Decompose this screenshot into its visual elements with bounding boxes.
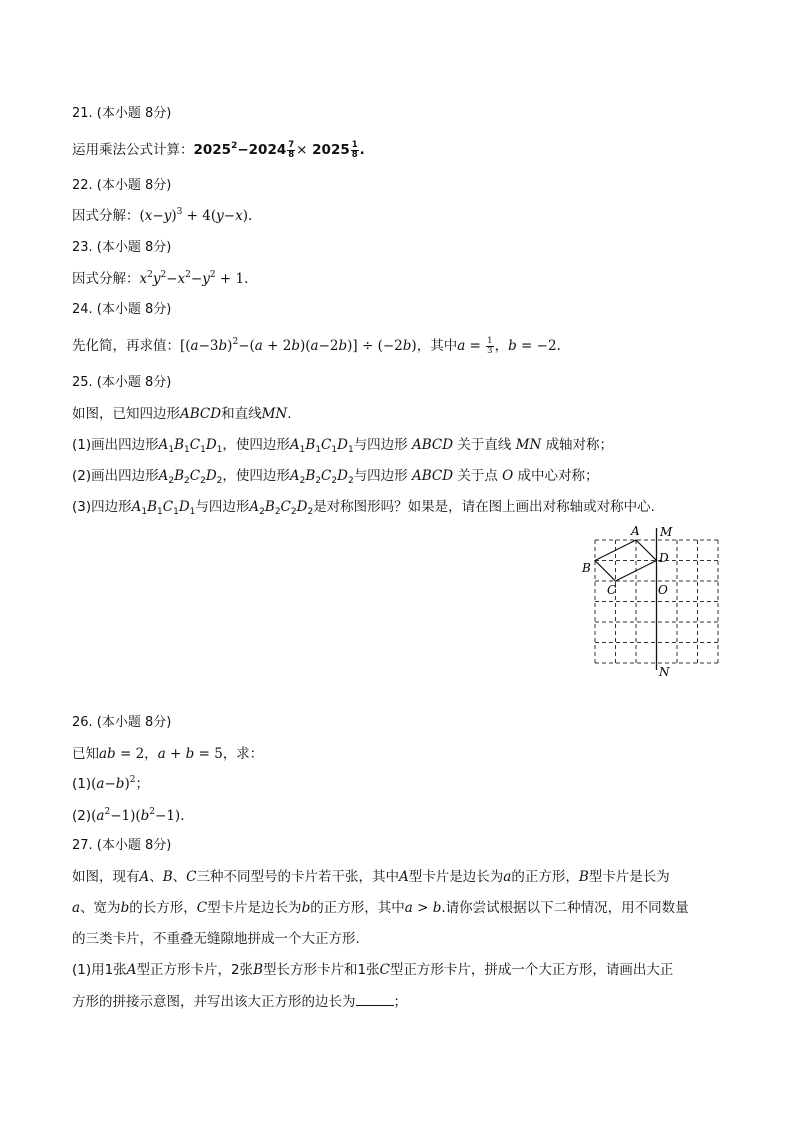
q27-line3: 的三类卡片，不重叠无缝隙地拼成一个大正方形.	[72, 931, 360, 947]
q27-line4: (1)用1张A型正方形卡片，2张B型长方形卡片和1张C型正方形卡片，拼成一个大正方形，请画出大正	[72, 962, 674, 978]
q23-body	[72, 269, 248, 289]
q24-header: 24. (本小题 8分)	[72, 302, 172, 317]
q27-line1: 如图，现有A、B、C三种不同型号的卡片若干张，其中A型卡片是边长为a的正方形，B型卡片是长为	[72, 869, 670, 885]
q21-body	[72, 140, 365, 160]
q25-part2: (2)画出四边形$A_2B_2C_2D_2$，使四边形$A_2B_2C_2D_2$与四边形 ABCD 关于点 O 成中心对称；	[72, 468, 599, 486]
q25-part1: (1)画出四边形$A_1B_1C_1D_1$，使四边形$A_1B_1C_1D_1$与四边形 ABCD 关于直线 MN 成轴对称；	[72, 437, 614, 455]
label-a: A	[631, 524, 640, 538]
answer-blank[interactable]	[356, 993, 394, 1006]
q24-expression: $[(a-3b)^2-(a + 2b)(a-2b)] \div (-2b)$	[180, 337, 417, 354]
q24-body	[72, 336, 561, 356]
q21-header: 21. (本小题 8分)	[72, 106, 172, 121]
q26-header: 26. (本小题 8分)	[72, 715, 172, 730]
label-o: O	[658, 583, 668, 597]
q24-a-value: a = $\frac{1}{3}$	[457, 336, 493, 356]
q24-b-value: b = −2.	[508, 338, 561, 354]
q25-abcd: ABCD	[180, 406, 222, 422]
q27-line2: a、宽为b的长方形，C型卡片是边长为b的正方形，其中a > b.请你尝试根据以下二种情况，用不同数量	[72, 900, 689, 916]
q24-condition: ，其中	[416, 338, 458, 354]
q26-intro: 已知ab = 2，a + b = 5，求：	[72, 746, 264, 762]
q22-body	[72, 206, 252, 226]
q23-header: 23. (本小题 8分)	[72, 240, 172, 255]
q26-part1: $(1)(a-b)^2$；	[72, 775, 149, 792]
q25-header: 25. (本小题 8分)	[72, 375, 172, 390]
q25-intro: 如图，已知四边形ABCD和直线MN.	[72, 406, 292, 422]
q22-prompt: 因式分解：	[72, 208, 140, 224]
q22-header: 22. (本小题 8分)	[72, 178, 172, 193]
label-b: B	[582, 561, 591, 575]
q23-expression: $x^2y^2-x^2-y^2 + 1$.	[139, 270, 249, 287]
q27-header: 27. (本小题 8分)	[72, 838, 172, 853]
q26-part2: $(2)(a^2-1)(b^2-1)$.	[72, 807, 185, 824]
q24-prompt: 先化简，再求值：	[72, 338, 180, 354]
label-d: D	[659, 551, 669, 565]
label-n: N	[659, 665, 670, 679]
q24-sep: ，	[494, 338, 509, 354]
label-m: M	[660, 525, 673, 539]
q22-expression: $(x-y)^3 + 4(y-x)$.	[139, 207, 253, 224]
q21-expression: $2025^2-2024$ $\frac{7}{8}$ × 2025 $\frac{1}{8}$ .	[193, 139, 365, 160]
label-c: C	[607, 583, 617, 597]
q23-prompt: 因式分解：	[72, 271, 140, 287]
q25-mn: MN	[261, 406, 288, 422]
q21-prompt: 运用乘法公式计算：	[72, 142, 194, 158]
q25-grid-figure	[575, 520, 725, 680]
q25-part3: (3)四边形$A_1B_1C_1D_1$与四边形$A_2B_2C_2D_2$是对称图形吗？如果是，请在图上画出对称轴或对称中心.	[72, 499, 655, 517]
q27-line5: 方形的拼接示意图，并写出该大正方形的边长为 ；	[72, 994, 407, 1010]
